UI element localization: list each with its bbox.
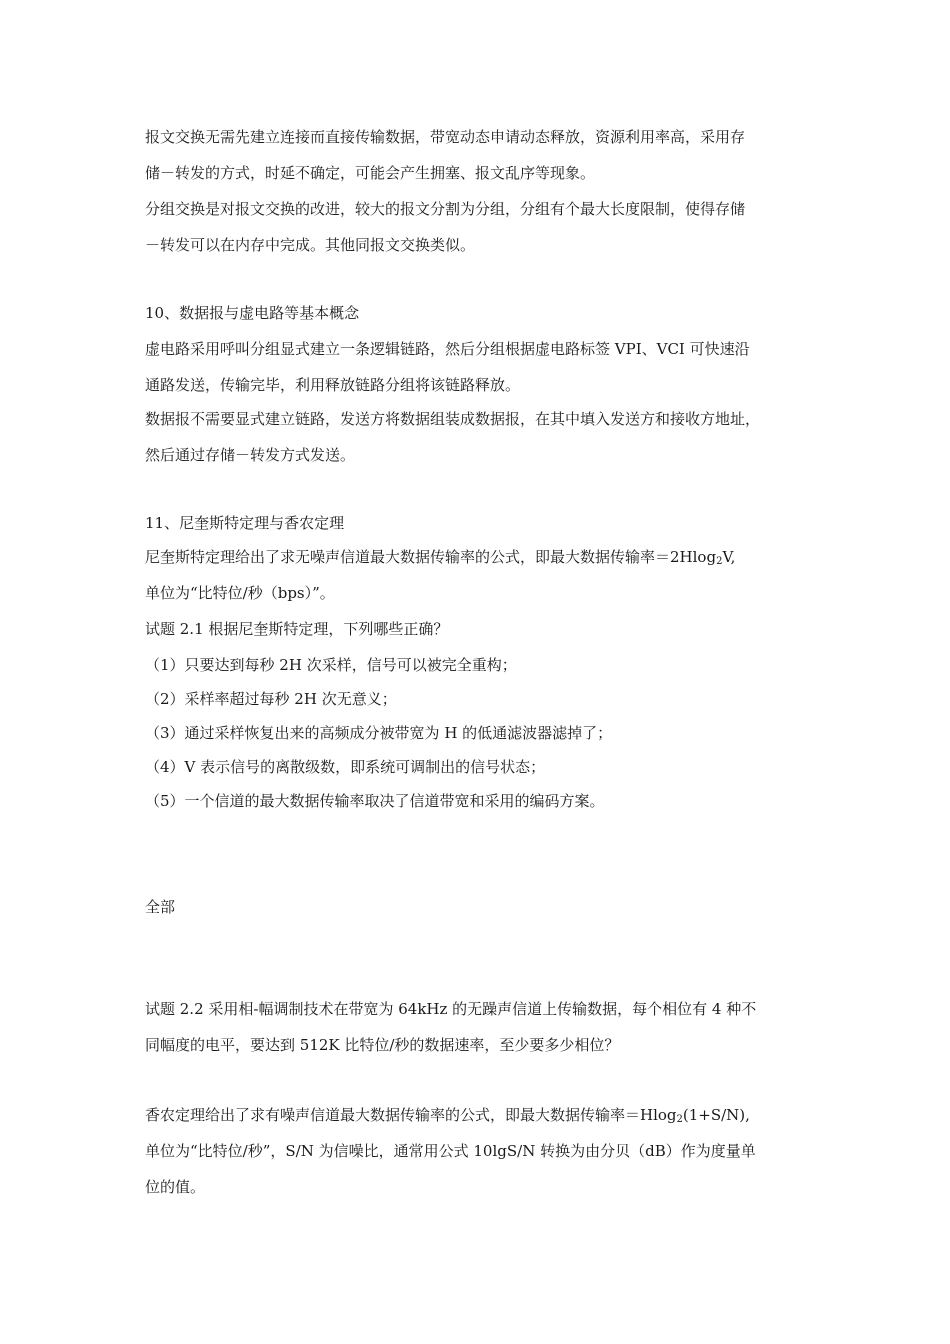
question-2-2-line2: 同幅度的电平，要达到 512K 比特位/秒的数据速率，至少要多少相位？: [145, 1036, 620, 1054]
section-10-heading: 10、数据报与虚电路等基本概念: [145, 304, 360, 322]
shannon-text-end: (1+S/N),: [682, 1106, 750, 1124]
paragraph-datagram-line2: 然后通过存储－转发方式发送。: [145, 446, 356, 464]
paragraph-virtual-circuit-line2: 通路发送，传输完毕，利用释放链路分组将该链路释放。: [145, 376, 521, 394]
paragraph-datagram-line1: 数据报不需要显式建立链路，发送方将数据组装成数据报，在其中填入发送方和接收方地址，: [145, 410, 761, 428]
paragraph-packet-switching-line1: 分组交换是对报文交换的改进，较大的报文分割为分组，分组有个最大长度限制，使得存储: [145, 200, 746, 218]
nyquist-text: 尼奎斯特定理给出了求无噪声信道最大数据传输率的公式，即最大数据传输率＝2Hlog: [145, 548, 717, 566]
paragraph-virtual-circuit-line1: 虚电路采用呼叫分组显式建立一条逻辑链路，然后分组根据虚电路标签 VPI、VCI 可快速沿: [145, 340, 750, 358]
question-2-1: 试题 2.1 根据尼奎斯特定理，下列哪些正确？: [145, 620, 449, 638]
paragraph-nyquist-line2: 单位为“比特位/秒（bps）”。: [145, 584, 335, 602]
paragraph-nyquist-line1: [145, 547, 735, 567]
shannon-subscript: 2: [676, 1114, 683, 1125]
section-11-heading: 11、尼奎斯特定理与香农定理: [145, 514, 345, 532]
option-1: （1）只要达到每秒 2H 次采样，信号可以被完全重构；: [145, 656, 517, 674]
paragraph-shannon-line1: [145, 1105, 750, 1125]
paragraph-shannon-line2: 单位为“比特位/秒”，S/N 为信噪比，通常用公式 10lgS/N 转换为由分贝（dB）作为度量单: [145, 1142, 756, 1160]
question-2-2-line1: 试题 2.2 采用相-幅调制技术在带宽为 64kHz 的无躁声信道上传输数据，每个相位有 4 种不: [145, 1000, 757, 1018]
option-3: （3）通过采样恢复出来的高频成分被带宽为 H 的低通滤波器滤掉了；: [145, 724, 613, 742]
option-2: （2）采样率超过每秒 2H 次无意义；: [145, 690, 397, 708]
paragraph-packet-switching-line2: －转发可以在内存中完成。其他同报文交换类似。: [145, 236, 476, 254]
option-5: （5）一个信道的最大数据传输率取决了信道带宽和采用的编码方案。: [145, 792, 605, 810]
nyquist-text-end: V,: [722, 548, 736, 566]
answer-text: 全部: [145, 898, 176, 916]
paragraph-message-switching-line2: 储－转发的方式，时延不确定，可能会产生拥塞、报文乱序等现象。: [145, 164, 596, 182]
paragraph-message-switching-line1: 报文交换无需先建立连接而直接传输数据，带宽动态申请动态释放，资源利用率高，采用存: [145, 128, 746, 146]
paragraph-shannon-line3: 位的值。: [145, 1178, 206, 1196]
option-4: （4）V 表示信号的离散级数，即系统可调制出的信号状态；: [145, 758, 546, 776]
nyquist-subscript: 2: [716, 556, 723, 567]
shannon-text: 香农定理给出了求有噪声信道最大数据传输率的公式，即最大数据传输率＝Hlog: [145, 1106, 677, 1124]
